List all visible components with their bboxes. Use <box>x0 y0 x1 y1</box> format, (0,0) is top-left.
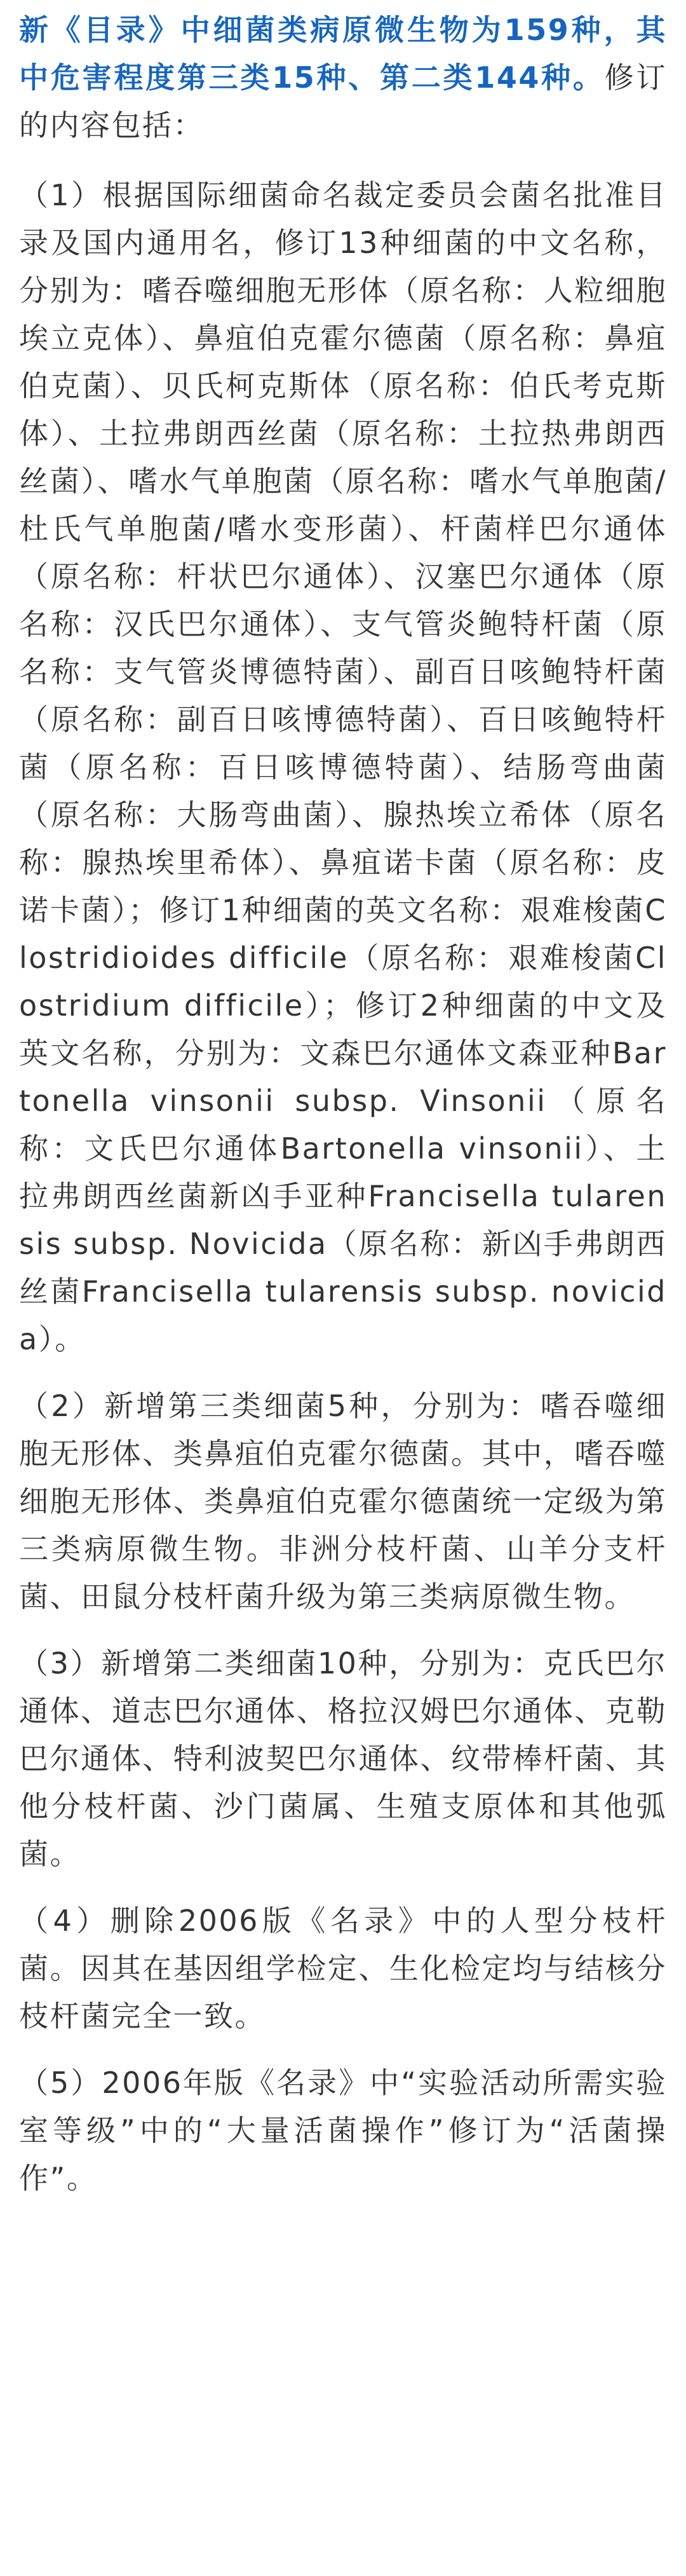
revision-item-3: （3）新增第二类细菌10种，分别为：克氏巴尔通体、道志巴尔通体、格拉汉姆巴尔通体、克勒巴尔通体、特利波契巴尔通体、纹带棒杆菌、其他分枝杆菌、沙门菌属、生殖支原体和其他弧菌。 <box>19 1646 667 1871</box>
revision-item-5: （5）2006年版《名录》中“实验活动所需实验室等级”中的“大量活菌操作”修订为“活菌操作”。 <box>19 2066 667 2195</box>
revision-item-4: （4）删除2006版《名录》中的人型分枝杆菌。因其在基因组学检定、生化检定均与结核分枝杆菌完全一致。 <box>19 1904 667 2033</box>
intro-highlight-text: 新《目录》中细菌类病原微生物为159种，其中危害程度第三类15种、第二类144种。 <box>19 13 667 95</box>
revision-item-1: （1）根据国际细菌命名裁定委员会菌名批准目录及国内通用名，修订13种细菌的中文名称，分别为：嗜吞噬细胞无形体（原名称：人粒细胞埃立克体）、鼻疽伯克霍尔德菌（原名称：鼻疽伯克菌）、贝氏柯克斯体（原名称：伯氏考克斯体）、土拉弗朗西丝菌（原名称：土拉热弗朗西丝菌）、嗜水气单胞菌（原名称：嗜水气单胞菌/杜氏气单胞菌/嗜水变形菌）、杆菌样巴尔通体（原名称：杆状巴尔通体）、汉塞巴尔通体（原名称：汉氏巴尔通体）、支气管炎鲍特杆菌（原名称：支气管炎博德特菌）、副百日咳鲍特杆菌（原名称：副百日咳博德特菌）、百日咳鲍特杆菌（原名称：百日咳博德特菌）、结肠弯曲菌（原名称：大肠弯曲菌）、腺热埃立希体（原名称：腺热埃里希体）、鼻疽诺卡菌（原名称：皮诺卡菌）；修订1种细菌的英文名称：艰难梭菌Clostridioides difficile（原名称：艰难梭菌Clostridium difficile）；修订2种细菌的中文及英文名称，分别为：文森巴尔通体文森亚种Bartonella vinsonii subsp. Vinsonii（原名称：文氏巴尔通体Bartonella vinsonii）、土拉弗朗西丝菌新凶手亚种Francisella tularensis subsp. Novicida（原名称：新凶手弗朗西丝菌Francisella tularensis subsp. novicida）。 <box>19 178 667 1356</box>
intro-paragraph <box>19 6 667 149</box>
intro-rest-text: 修订的内容包括： <box>19 60 667 142</box>
revision-item-2: （2）新增第三类细菌5种，分别为：嗜吞噬细胞无形体、类鼻疽伯克霍尔德菌。其中，嗜吞噬细胞无形体、类鼻疽伯克霍尔德菌统一定级为第三类病原微生物。非洲分枝杆菌、山羊分支杆菌、田鼠分枝杆菌升级为第三类病原微生物。 <box>19 1389 667 1614</box>
